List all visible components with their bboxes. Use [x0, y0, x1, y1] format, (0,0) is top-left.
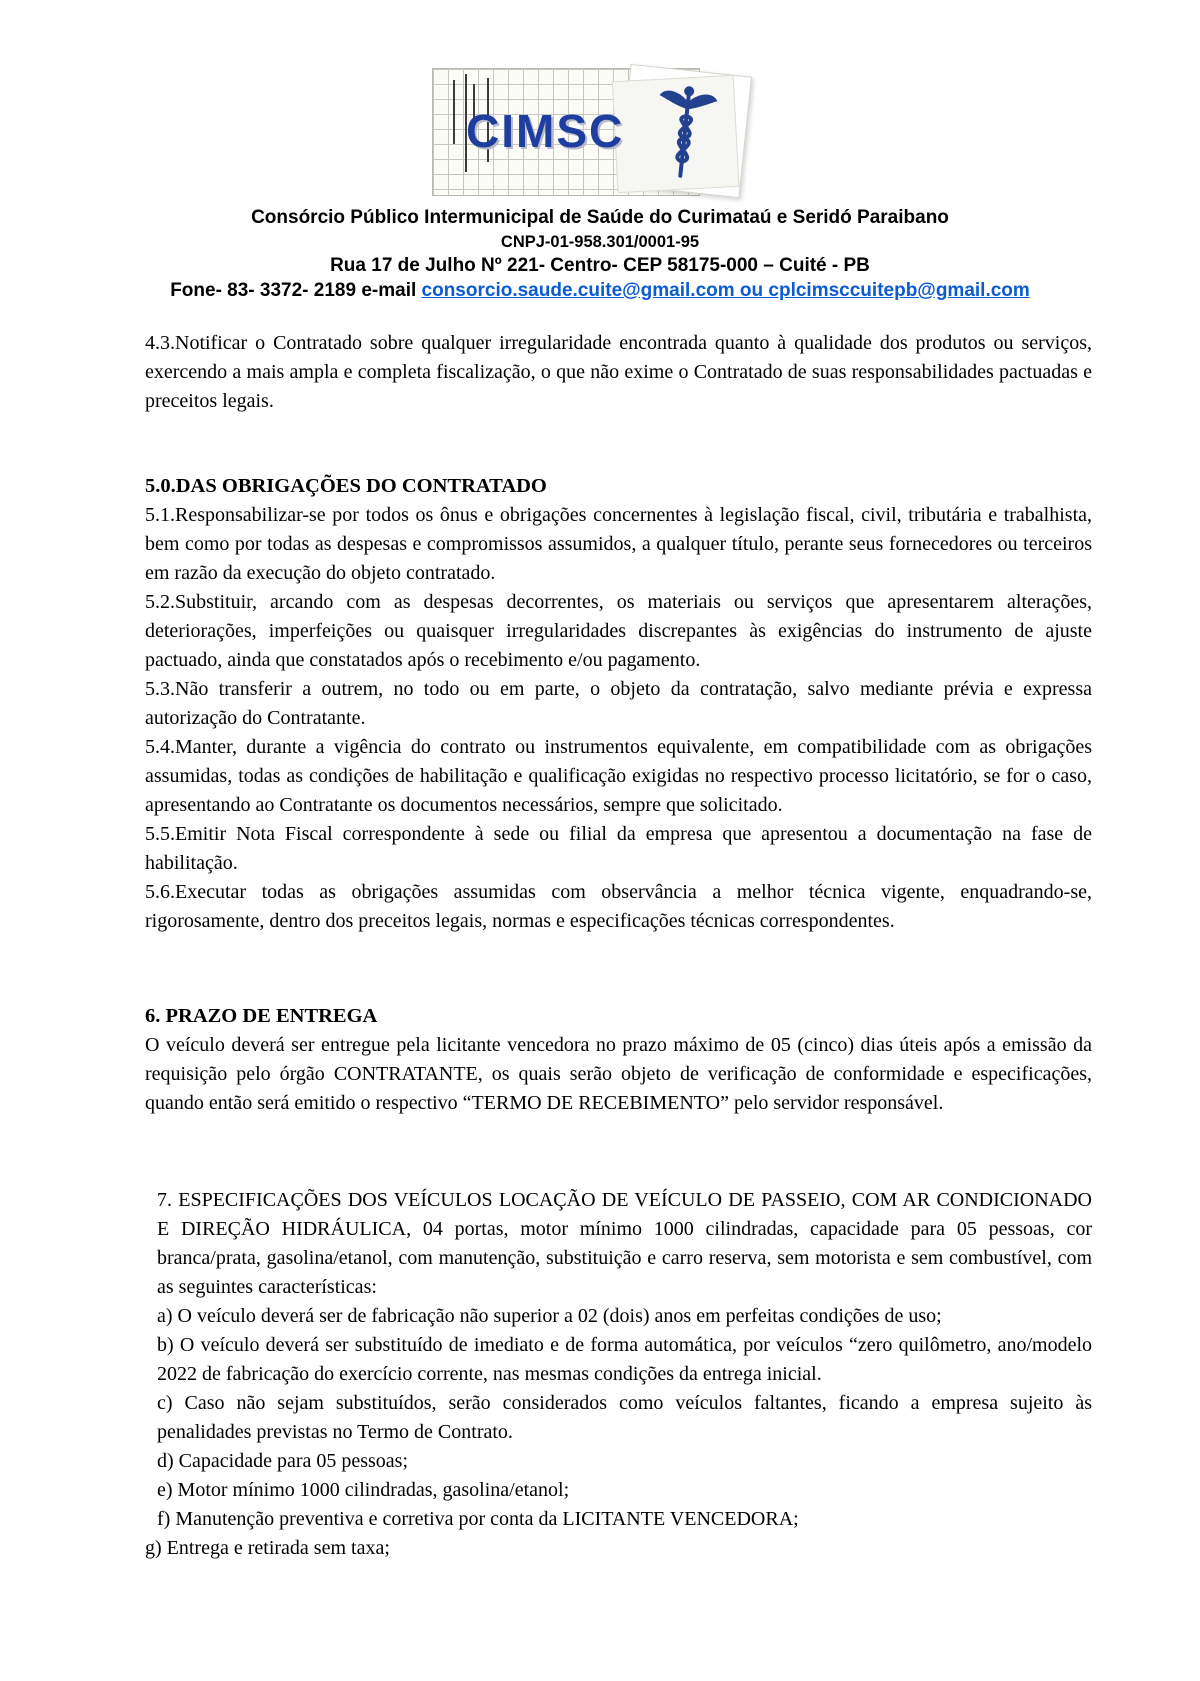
- section-7: [145, 1186, 1092, 1563]
- section-6-paragraph: O veículo deverá ser entregue pela licitante vencedora no prazo máximo de 05 (cinco) dias úteis após a emissão da requisição pelo órgão CONTRATANTE, os quais serão objeto de verificação de conformidade e especificações, quando então será emitido o respectivo “TERMO DE RECEBIMENTO” pelo servidor responsável.: [145, 1034, 1092, 1114]
- spec-item-a: a) O veículo deverá ser de fabricação não superior a 02 (dois) anos em perfeitas condições de uso;: [157, 1305, 942, 1327]
- caduceus-card: [618, 64, 752, 198]
- spec-item-g: g) Entrega e retirada sem taxa;: [145, 1537, 390, 1559]
- cnpj-line: CNPJ-01-958.301/0001-95: [500, 233, 700, 251]
- section-7-intro: 7. ESPECIFICAÇÕES DOS VEÍCULOS LOCAÇÃO DE VEÍCULO DE PASSEIO, COM AR CONDICIONADO E DIREÇÃO HIDRÁULICA, 04 portas, motor mínimo 1000 cilindradas, capacidade para 05 pessoas, cor branca/prata, gasolina/etanol, com manutenção, substituição e carro reserva, sem motorista e sem combustível, com as seguintes características:: [157, 1189, 1092, 1298]
- phone-text: Fone- 83- 3372- 2189 e-mail: [170, 280, 422, 301]
- org-name: Consórcio Público Intermunicipal de Saúde do Curimataú e Seridó Paraibano: [251, 207, 949, 228]
- document-body: [145, 329, 1092, 1563]
- spec-item-c: c) Caso não sejam substituídos, serão considerados como veículos faltantes, ficando a empresa sujeito às penalidades previstas no Termo de Contrato.: [157, 1392, 1092, 1443]
- letterhead: [0, 0, 1200, 302]
- spec-item-e: e) Motor mínimo 1000 cilindradas, gasolina/etanol;: [157, 1479, 570, 1501]
- spec-item-b: b) O veículo deverá ser substituído de imediato e de forma automática, por veículos “zero quilômetro, ano/modelo 2022 de fabricação do exercício corrente, nas mesmas condições da entrega inicial.: [157, 1334, 1092, 1385]
- contact-line: [0, 280, 1200, 302]
- clause-5-6: 5.6.Executar todas as obrigações assumidas com observância a melhor técnica vigente, enquadrando-se, rigorosamente, dentro dos preceitos legais, normas e especificações técnicas correspondentes.: [145, 881, 1092, 932]
- cimsc-logo: [432, 64, 768, 198]
- logo-text: CIMSC: [466, 105, 625, 157]
- section-6-heading: 6. PRAZO DE ENTREGA: [145, 1005, 378, 1027]
- spec-item-f: f) Manutenção preventiva e corretiva por conta da LICITANTE VENCEDORA;: [157, 1508, 799, 1530]
- clause-5-4: 5.4.Manter, durante a vigência do contrato ou instrumentos equivalente, em compatibilidade com as obrigações assumidas, todas as condições de habilitação e qualificação exigidas no respectivo processo licitatório, se for o caso, apresentando ao Contratante os documentos necessários, sempre que solicitado.: [145, 736, 1092, 816]
- clause-5-2: 5.2.Substituir, arcando com as despesas decorrentes, os materiais ou serviços que apresentarem alterações, deteriorações, imperfeições ou quaisquer irregularidades discrepantes às exigências do instrumento de ajuste pactuado, ainda que constatados após o recebimento e/ou pagamento.: [145, 591, 1092, 671]
- spec-item-d: d) Capacidade para 05 pessoas;: [157, 1450, 409, 1472]
- caduceus-icon: [649, 79, 721, 183]
- section-5-heading: 5.0.DAS OBRIGAÇÕES DO CONTRATADO: [145, 475, 547, 497]
- clause-5-3: 5.3.Não transferir a outrem, no todo ou em parte, o objeto da contratação, salvo mediante prévia e expressa autorização do Contratante.: [145, 678, 1092, 729]
- clause-5-1: 5.1.Responsabilizar-se por todos os ônus e obrigações concernentes à legislação fiscal, civil, tributária e trabalhista, bem como por todas as despesas e compromissos assumidos, a qualquer título, perante seus fornecedores ou terceiros em razão da execução do objeto contratado.: [145, 504, 1092, 584]
- address-line: Rua 17 de Julho Nº 221- Centro- CEP 58175-000 – Cuité - PB: [330, 255, 870, 276]
- clause-5-5: 5.5.Emitir Nota Fiscal correspondente à sede ou filial da empresa que apresentou a documentação na fase de habilitação.: [145, 823, 1092, 874]
- email-link[interactable]: consorcio.saude.cuite@gmail.com ou cplcimsccuitepb@gmail.com: [421, 280, 1030, 301]
- clause-4-3: 4.3.Notificar o Contratado sobre qualquer irregularidade encontrada quanto à qualidade dos produtos ou serviços, exercendo a mais ampla e completa fiscalização, o que não exime o Contratado de suas responsabilidades pactuadas e preceitos legais.: [145, 332, 1092, 412]
